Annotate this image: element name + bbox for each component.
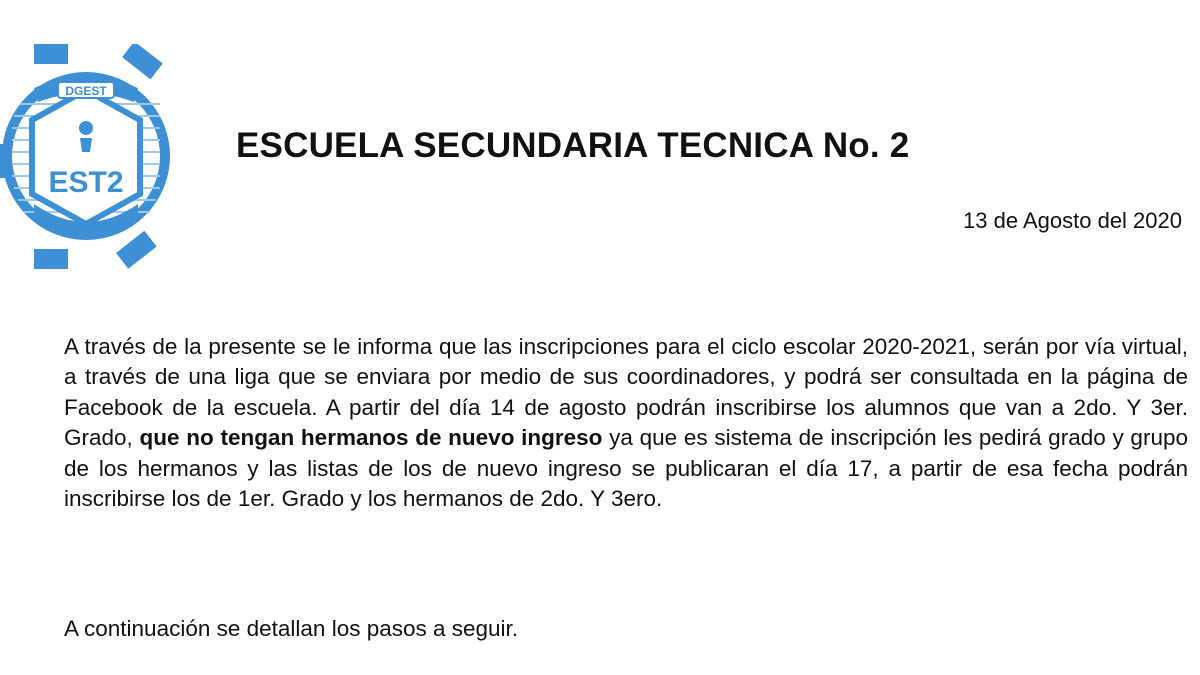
body-text-part1: A través de la presente se le informa que las inscripciones para el ciclo escolar 2020-2021, serán por vía virtual, a través de una liga que se enviara por medio de sus coordinadores, y podrá ser consultada en la página de Facebook de la escuela. A partir del día 14 de agosto podrán inscribirse los alumnos que van a 2do. Y 3er. Grado, [64, 334, 1188, 451]
gear-logo-icon [0, 44, 170, 269]
logo-emblem-text: EST2 [48, 166, 124, 199]
document-date: 13 de Agosto del 2020 [963, 208, 1182, 233]
logo-top-text: DGEST [65, 84, 107, 98]
body-text-part2: ya que es sistema de inscripción les pedirá grado y grupo de los hermanos y las listas de los de nuevo ingreso se publicaran el día 17, a partir de esa fecha podrán inscribirse los de 1er. Grado y los hermanos de 2do. Y 3ero. [64, 425, 1188, 512]
closing-line: A continuación se detallan los pasos a seguir. [64, 616, 519, 641]
school-logo [0, 44, 170, 269]
body-text-bold: que no tengan hermanos de nuevo ingreso [139, 425, 603, 451]
body-paragraph [64, 332, 1188, 514]
page-title: ESCUELA SECUNDARIA TECNICA No. 2 [236, 126, 910, 165]
